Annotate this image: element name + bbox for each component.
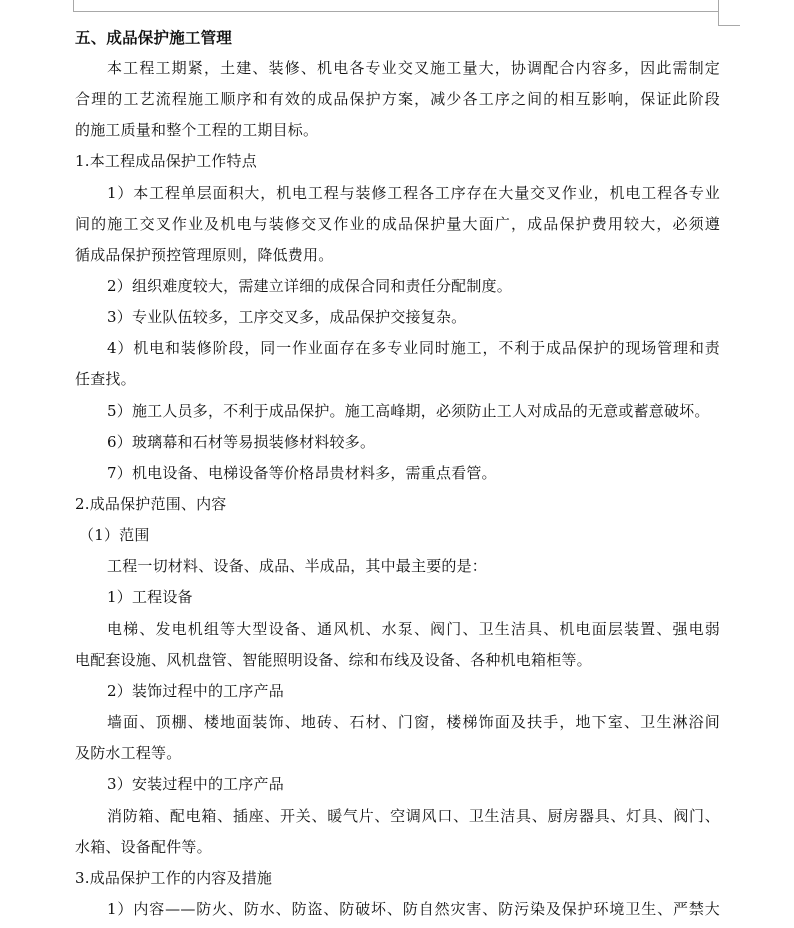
section-title: 五、成品保护施工管理 <box>75 28 233 47</box>
paragraph-line: 水箱、设备配件等。 <box>75 838 212 856</box>
list-item: 6）玻璃幕和石材等易损装修材料较多。 <box>107 433 376 451</box>
heading-3: 3.成品保护工作的内容及措施 <box>75 869 273 887</box>
paragraph-line: 4）机电和装修阶段，同一作业面存在多专业同时施工，不利于成品保护的现场管理和责 <box>107 339 720 357</box>
paragraph-line: 间的施工交叉作业及机电与装修交叉作业的成品保护量大面广，成品保护费用较大，必须遵 <box>75 215 720 233</box>
paragraph-line: 任查找。 <box>75 370 136 388</box>
paragraph-line: 1）本工程单层面积大，机电工程与装修工程各工序存在大量交叉作业，机电工程各专业 <box>107 184 720 202</box>
paragraph-line: 电配套设施、风机盘管、智能照明设备、综和布线及设备、各种机电箱柜等。 <box>75 651 592 669</box>
heading-1: 1.本工程成品保护工作特点 <box>75 152 257 170</box>
list-item: 2）装饰过程中的工序产品 <box>107 682 284 700</box>
paragraph-line: 1）内容——防火、防水、防盗、防破坏、防自然灾害、防污染及保护环境卫生、严禁大 <box>107 900 720 918</box>
list-item: 5）施工人员多，不利于成品保护。施工高峰期，必须防止工人对成品的无意或蓄意破坏。 <box>107 402 710 420</box>
subheading: （1）范围 <box>79 526 150 544</box>
margin-mark-top-right-h <box>718 25 740 26</box>
paragraph-line: 的施工质量和整个工程的工期目标。 <box>75 121 319 139</box>
margin-mark-top-left-v <box>73 0 74 12</box>
paragraph-line: 合理的工艺流程施工顺序和有效的成品保护方案，减少各工序之间的相互影响，保证此阶段 <box>75 90 720 108</box>
list-item: 7）机电设备、电梯设备等价格昂贵材料多，需重点看管。 <box>107 464 497 482</box>
list-item: 1）工程设备 <box>107 588 193 606</box>
list-item: 3）安装过程中的工序产品 <box>107 775 284 793</box>
margin-mark-top-line <box>73 11 719 12</box>
paragraph-line: 本工程工期紧，土建、装修、机电各专业交叉施工量大，协调配合内容多，因此需制定 <box>107 59 720 77</box>
heading-2: 2.成品保护范围、内容 <box>75 495 227 513</box>
list-item: 3）专业队伍较多，工序交叉多，成品保护交接复杂。 <box>107 308 467 326</box>
paragraph-line: 工程一切材料、设备、成品、半成品，其中最主要的是： <box>107 557 488 575</box>
paragraph-line: 及防水工程等。 <box>75 744 182 762</box>
margin-mark-top-right-v <box>718 0 719 26</box>
paragraph-line: 循成品保护预控管理原则，降低费用。 <box>75 246 334 264</box>
list-item: 2）组织难度较大，需建立详细的成保合同和责任分配制度。 <box>107 277 512 295</box>
paragraph-line: 消防箱、配电箱、插座、开关、暖气片、空调风口、卫生洁具、厨房器具、灯具、阀门、 <box>107 807 720 825</box>
paragraph-line: 墙面、顶棚、楼地面装饰、地砖、石材、门窗，楼梯饰面及扶手，地下室、卫生淋浴间 <box>107 713 720 731</box>
paragraph-line: 电梯、发电机组等大型设备、通风机、水泵、阀门、卫生洁具、机电面层装置、强电弱 <box>107 620 720 638</box>
